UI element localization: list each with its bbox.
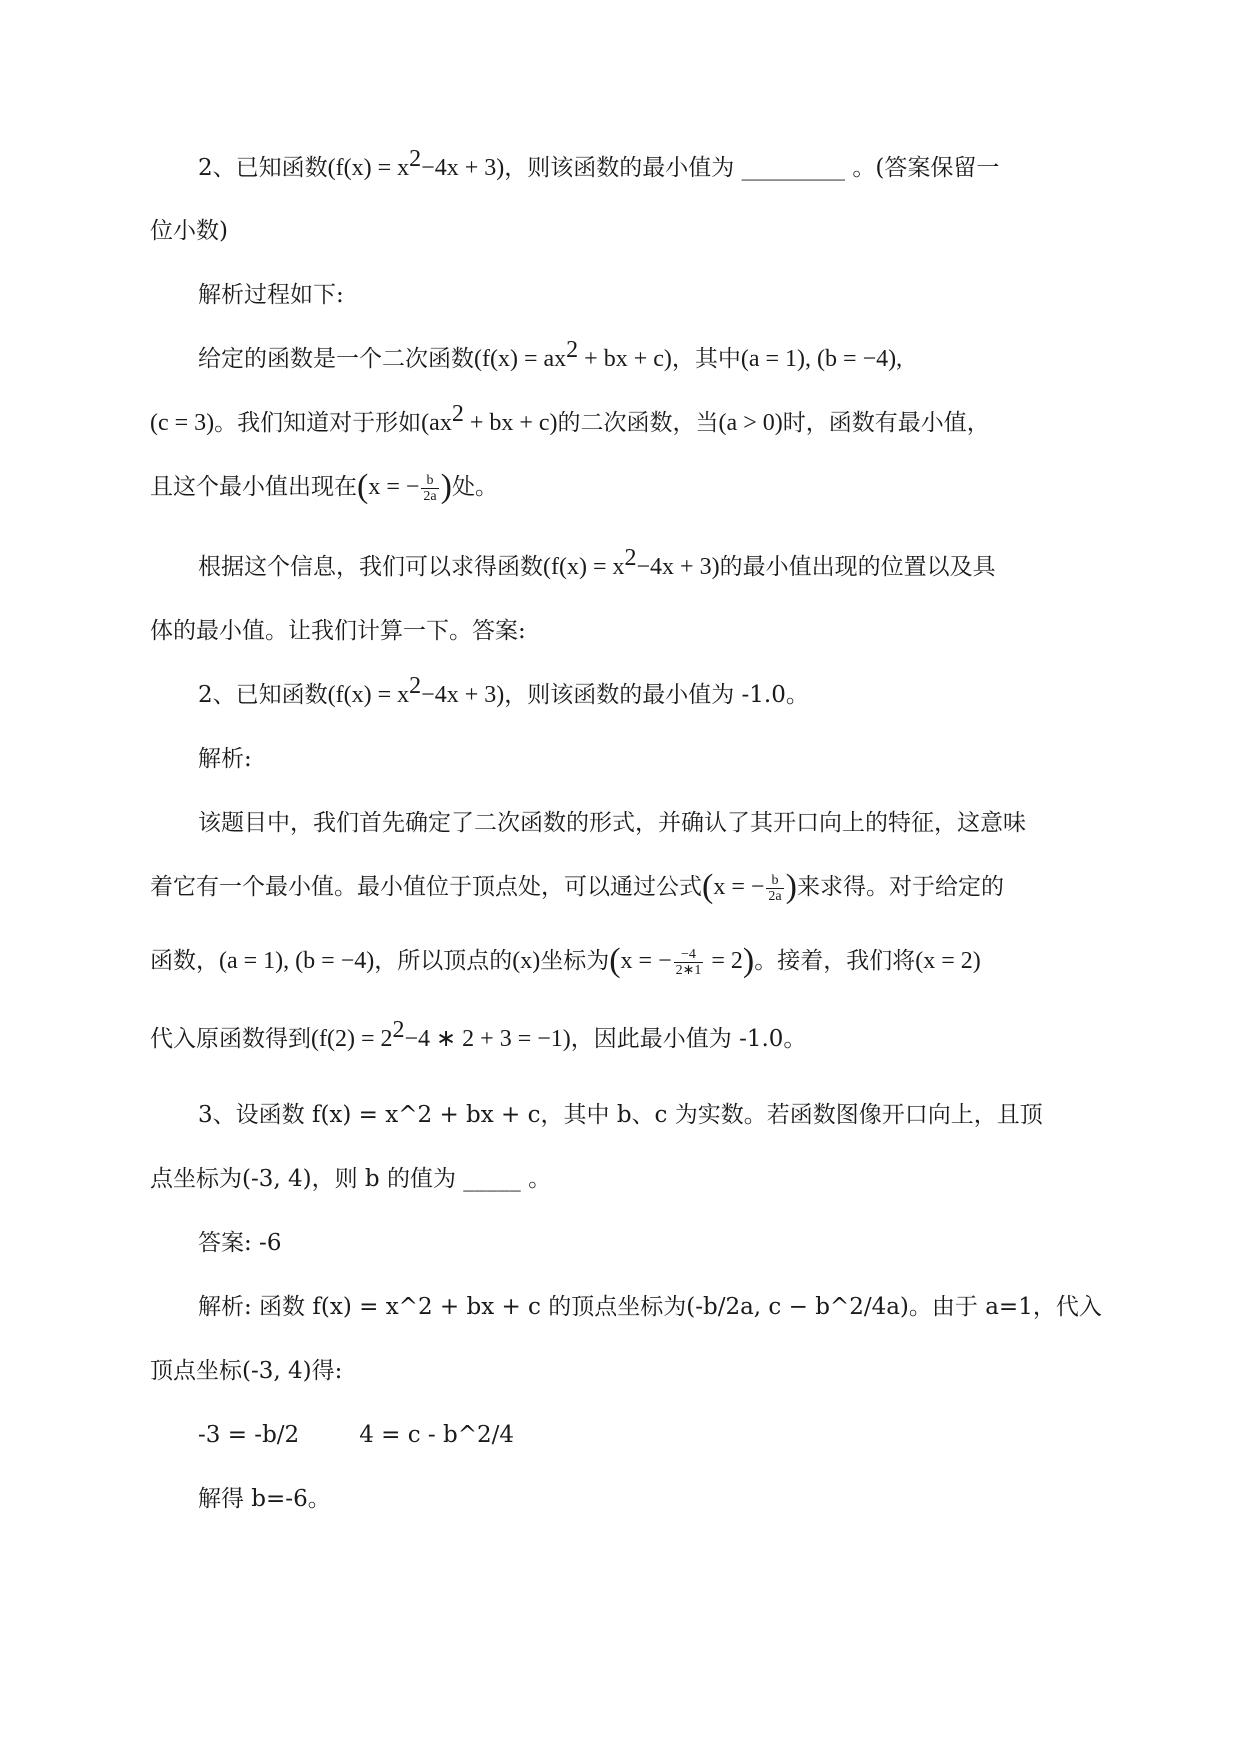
paragraph-text: 代入原函数得到 [150, 1026, 311, 1052]
paragraph-text: 来求得。对于给定的 [796, 874, 1004, 900]
math-expression: (a > 0) [718, 410, 783, 436]
left-paren: ( [357, 468, 369, 505]
paragraph-text: ，因此最小值为 -1.0。 [570, 1026, 807, 1052]
question-2-line-1 [198, 146, 1138, 183]
analysis-label: 解析: [198, 746, 252, 772]
math-expression: x = − [620, 948, 672, 974]
equation-1: -3 = -b/2 [198, 1422, 300, 1448]
left-paren: ( [609, 942, 621, 979]
math-expression: (f(x) = x [543, 554, 625, 580]
paragraph-text: 着它有一个最小值。最小值位于顶点处，可以通过公式 [150, 874, 702, 900]
based-line-1 [198, 545, 1138, 582]
left-paren: ( [702, 868, 714, 905]
paragraph-text: 给定的函数是一个二次函数 [198, 346, 474, 372]
math-expression: −4x + 3) [421, 155, 505, 181]
question-3-line-1: 3、设函数 f(x) = x^2 + bx + c，其中 b、c 为实数。若函数图像开口向上，且顶 [198, 1102, 1043, 1128]
equation-2: 4 = c - b^2/4 [359, 1422, 514, 1448]
analysis-line-3 [150, 942, 1090, 979]
math-expression: x = − [368, 474, 420, 500]
math-expression: = 2 [705, 948, 743, 974]
right-paren: ) [440, 468, 452, 505]
fraction [674, 947, 704, 978]
math-exponent: 2 [392, 1017, 405, 1043]
paragraph-text: 的二次函数，当 [557, 410, 719, 436]
paragraph-text: ，所以顶点的 [374, 948, 513, 974]
question-text: ，则该函数的最小值为 _________ 。(答案保留一 [504, 155, 1000, 181]
question-2-line-2: 位小数) [150, 218, 228, 244]
fraction-numerator: −4 [674, 947, 704, 963]
based-line-2: 体的最小值。让我们计算一下。答案: [150, 618, 526, 644]
paragraph-text: ，其中 [671, 346, 741, 372]
paragraph-text: ，则该函数的最小值为 -1.0。 [504, 682, 809, 708]
paragraph-text: 根据这个信息，我们可以求得函数 [198, 554, 543, 580]
answer-2-line [198, 673, 1138, 710]
analysis-line-2 [150, 868, 1090, 905]
paragraph-text: 。接着，我们将 [754, 948, 916, 974]
given-line-3 [150, 468, 1090, 505]
math-exponent: 2 [451, 401, 464, 427]
math-expression: + bx + c) [463, 410, 558, 436]
fraction-numerator: b [766, 873, 783, 889]
given-line-2 [150, 401, 1090, 438]
paragraph-text: 且这个最小值出现在 [150, 474, 357, 500]
analysis-line-1: 该题目中，我们首先确定了二次函数的形式，并确认了其开口向上的特征，这意味 [198, 810, 1026, 836]
math-expression: (ax [421, 410, 452, 436]
right-paren: ) [742, 942, 755, 979]
question-text: 2、已知函数 [198, 155, 328, 181]
math-expression: (x) [512, 948, 541, 974]
analysis-3-line-1: 解析: 函数 f(x) = x^2 + bx + c 的顶点坐标为(-b/2a, c − b^2/4a)。由于 a=1，代入 [198, 1294, 1102, 1320]
math-expression: (c = 3) [150, 410, 215, 436]
paragraph-text: 时，函数有最小值， [782, 410, 990, 436]
paragraph-text: 。我们知道对于形如 [214, 410, 422, 436]
paragraph-text: 的最小值出现的位置以及具 [719, 554, 996, 580]
math-expression: −4x + 3) [421, 682, 505, 708]
math-expression: −4x + 3) [636, 554, 720, 580]
math-expression: (x = 2) [915, 948, 981, 974]
equation-line [198, 1420, 1138, 1450]
fraction [766, 873, 783, 904]
fraction-denominator: 2a [768, 888, 782, 904]
paragraph-text: 2、已知函数 [198, 682, 328, 708]
math-exponent: 2 [409, 673, 422, 699]
answer-3: 答案: -6 [198, 1230, 282, 1256]
right-paren: ) [785, 868, 797, 905]
paragraph-text: 坐标为 [540, 948, 610, 974]
math-expression: (f(x) = x [327, 682, 410, 708]
result-line: 解得 b=-6。 [198, 1486, 331, 1512]
fraction-numerator: b [421, 473, 438, 489]
paragraph-text: 函数， [150, 948, 219, 974]
math-expression: x = − [713, 874, 765, 900]
math-exponent: 2 [624, 545, 637, 571]
solution-intro: 解析过程如下: [198, 282, 344, 308]
paragraph-text: 处。 [451, 474, 498, 500]
math-expression: + bx + c) [578, 346, 672, 372]
math-exponent: 2 [409, 146, 422, 172]
math-expression: (a = 1), (b = −4), [740, 346, 903, 372]
fraction [421, 473, 438, 504]
math-expression: −4 ∗ 2 + 3 = −1) [404, 1026, 571, 1052]
given-line-1 [198, 337, 1138, 374]
math-exponent: 2 [566, 337, 579, 363]
question-3-line-2: 点坐标为(-3, 4)，则 b 的值为 _____ 。 [150, 1166, 552, 1192]
math-expression: (f(2) = 2 [311, 1026, 393, 1052]
fraction-denominator: 2∗1 [675, 962, 702, 978]
fraction-denominator: 2a [423, 488, 437, 504]
math-expression: (f(x) = x [327, 155, 410, 181]
analysis-line-4 [150, 1017, 1090, 1054]
math-expression: (a = 1), (b = −4) [219, 948, 375, 974]
analysis-3-line-2: 顶点坐标(-3, 4)得: [150, 1358, 343, 1384]
math-expression: (f(x) = ax [474, 346, 567, 372]
